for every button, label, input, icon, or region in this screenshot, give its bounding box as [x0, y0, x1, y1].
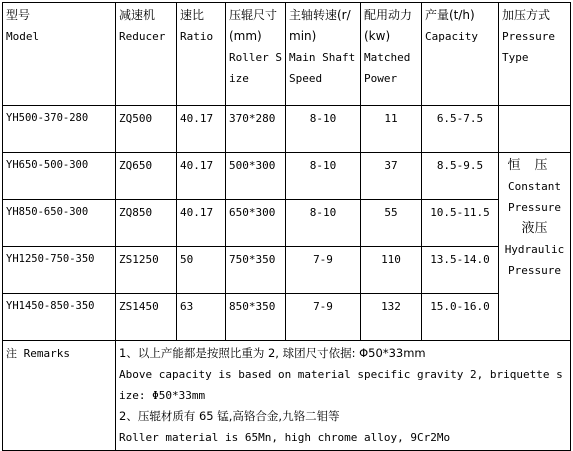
header-en: Capacity [425, 30, 478, 43]
header-zh: 主轴转速(r/min) [289, 8, 351, 43]
cell-speed: 7-9 [286, 247, 361, 294]
header-zh: 加压方式 [502, 8, 551, 22]
header-zh: 压辊尺寸(mm) [229, 8, 278, 43]
header-en: Reducer [119, 30, 166, 43]
table-row [3, 294, 571, 341]
header-en: Roller Size [229, 51, 282, 85]
cell-power: 37 [361, 153, 422, 200]
spec-table-wrapper [2, 2, 570, 451]
remarks-row [3, 341, 571, 451]
cell-pressure-type [499, 153, 571, 341]
table-row [3, 247, 571, 294]
cell-power: 110 [361, 247, 422, 294]
specification-table [2, 2, 571, 451]
cell-speed: 8-10 [286, 106, 361, 153]
cell-ratio: 63 [177, 294, 226, 341]
header-en: Pressure Type [502, 30, 555, 64]
cell-model: YH1250-750-350 [3, 247, 116, 294]
header-zh: 减速机 [119, 8, 156, 22]
cell-capacity: 6.5-7.5 [422, 106, 499, 153]
header-capacity [422, 3, 499, 106]
cell-capacity: 8.5-9.5 [422, 153, 499, 200]
cell-speed: 8-10 [286, 153, 361, 200]
header-ratio [177, 3, 226, 106]
header-matched-power [361, 3, 422, 106]
cell-ratio: 40.17 [177, 106, 226, 153]
header-reducer [116, 3, 177, 106]
cell-capacity: 13.5-14.0 [422, 247, 499, 294]
cell-roller-size: 500*300 [226, 153, 286, 200]
remark-2-zh: 2、压辊材质有 65 锰,高铬合金,九铬二钼等 [119, 409, 340, 423]
cell-speed: 8-10 [286, 200, 361, 247]
remark-2-en: Roller material is 65Mn, high chrome alloy, 9Cr2Mo [119, 431, 451, 444]
remarks-label: 注 Remarks [3, 341, 116, 451]
cell-pressure-empty [499, 106, 571, 153]
table-row [3, 153, 571, 200]
header-en: Main Shaft Speed [289, 51, 356, 85]
header-en: Model [6, 30, 40, 43]
cell-power: 55 [361, 200, 422, 247]
cell-model: YH850-650-300 [3, 200, 116, 247]
remark-1-en: Above capacity is based on material specific gravity 2, briquette size: Φ50*33mm [119, 368, 563, 402]
header-en: Ratio [180, 30, 214, 43]
pressure-en-hydraulic: Hydraulic Pressure [504, 243, 565, 277]
cell-model: YH500-370-280 [3, 106, 116, 153]
pressure-en-constant: Constant Pressure [508, 180, 561, 214]
cell-reducer: ZQ650 [116, 153, 177, 200]
header-zh: 型号 [6, 8, 31, 22]
cell-ratio: 50 [177, 247, 226, 294]
header-roller-size [226, 3, 286, 106]
cell-capacity: 15.0-16.0 [422, 294, 499, 341]
cell-reducer: ZQ500 [116, 106, 177, 153]
table-row [3, 200, 571, 247]
cell-roller-size: 750*350 [226, 247, 286, 294]
table-row [3, 106, 571, 153]
cell-speed: 7-9 [286, 294, 361, 341]
header-zh: 配用动力(kw) [364, 8, 413, 43]
header-zh: 速比 [180, 8, 205, 22]
pressure-zh-hydraulic: 液压 [521, 221, 548, 236]
cell-reducer: ZQ850 [116, 200, 177, 247]
remarks-content [116, 341, 571, 451]
cell-reducer: ZS1250 [116, 247, 177, 294]
header-zh: 产量(t/h) [425, 8, 475, 22]
cell-power: 132 [361, 294, 422, 341]
cell-model: YH1450-850-350 [3, 294, 116, 341]
header-pressure-type [499, 3, 571, 106]
header-en: Matched Power [364, 51, 411, 85]
cell-capacity: 10.5-11.5 [422, 200, 499, 247]
cell-power: 11 [361, 106, 422, 153]
cell-ratio: 40.17 [177, 200, 226, 247]
cell-model: YH650-500-300 [3, 153, 116, 200]
header-row [3, 3, 571, 106]
cell-ratio: 40.17 [177, 153, 226, 200]
cell-roller-size: 850*350 [226, 294, 286, 341]
header-main-shaft-speed [286, 3, 361, 106]
cell-reducer: ZS1450 [116, 294, 177, 341]
cell-roller-size: 370*280 [226, 106, 286, 153]
pressure-zh-constant: 恒压 [507, 158, 562, 173]
header-model [3, 3, 116, 106]
remark-1-zh: 1、以上产能都是按照比重为 2, 球团尺寸依据: Φ50*33mm [119, 346, 426, 360]
cell-roller-size: 650*300 [226, 200, 286, 247]
